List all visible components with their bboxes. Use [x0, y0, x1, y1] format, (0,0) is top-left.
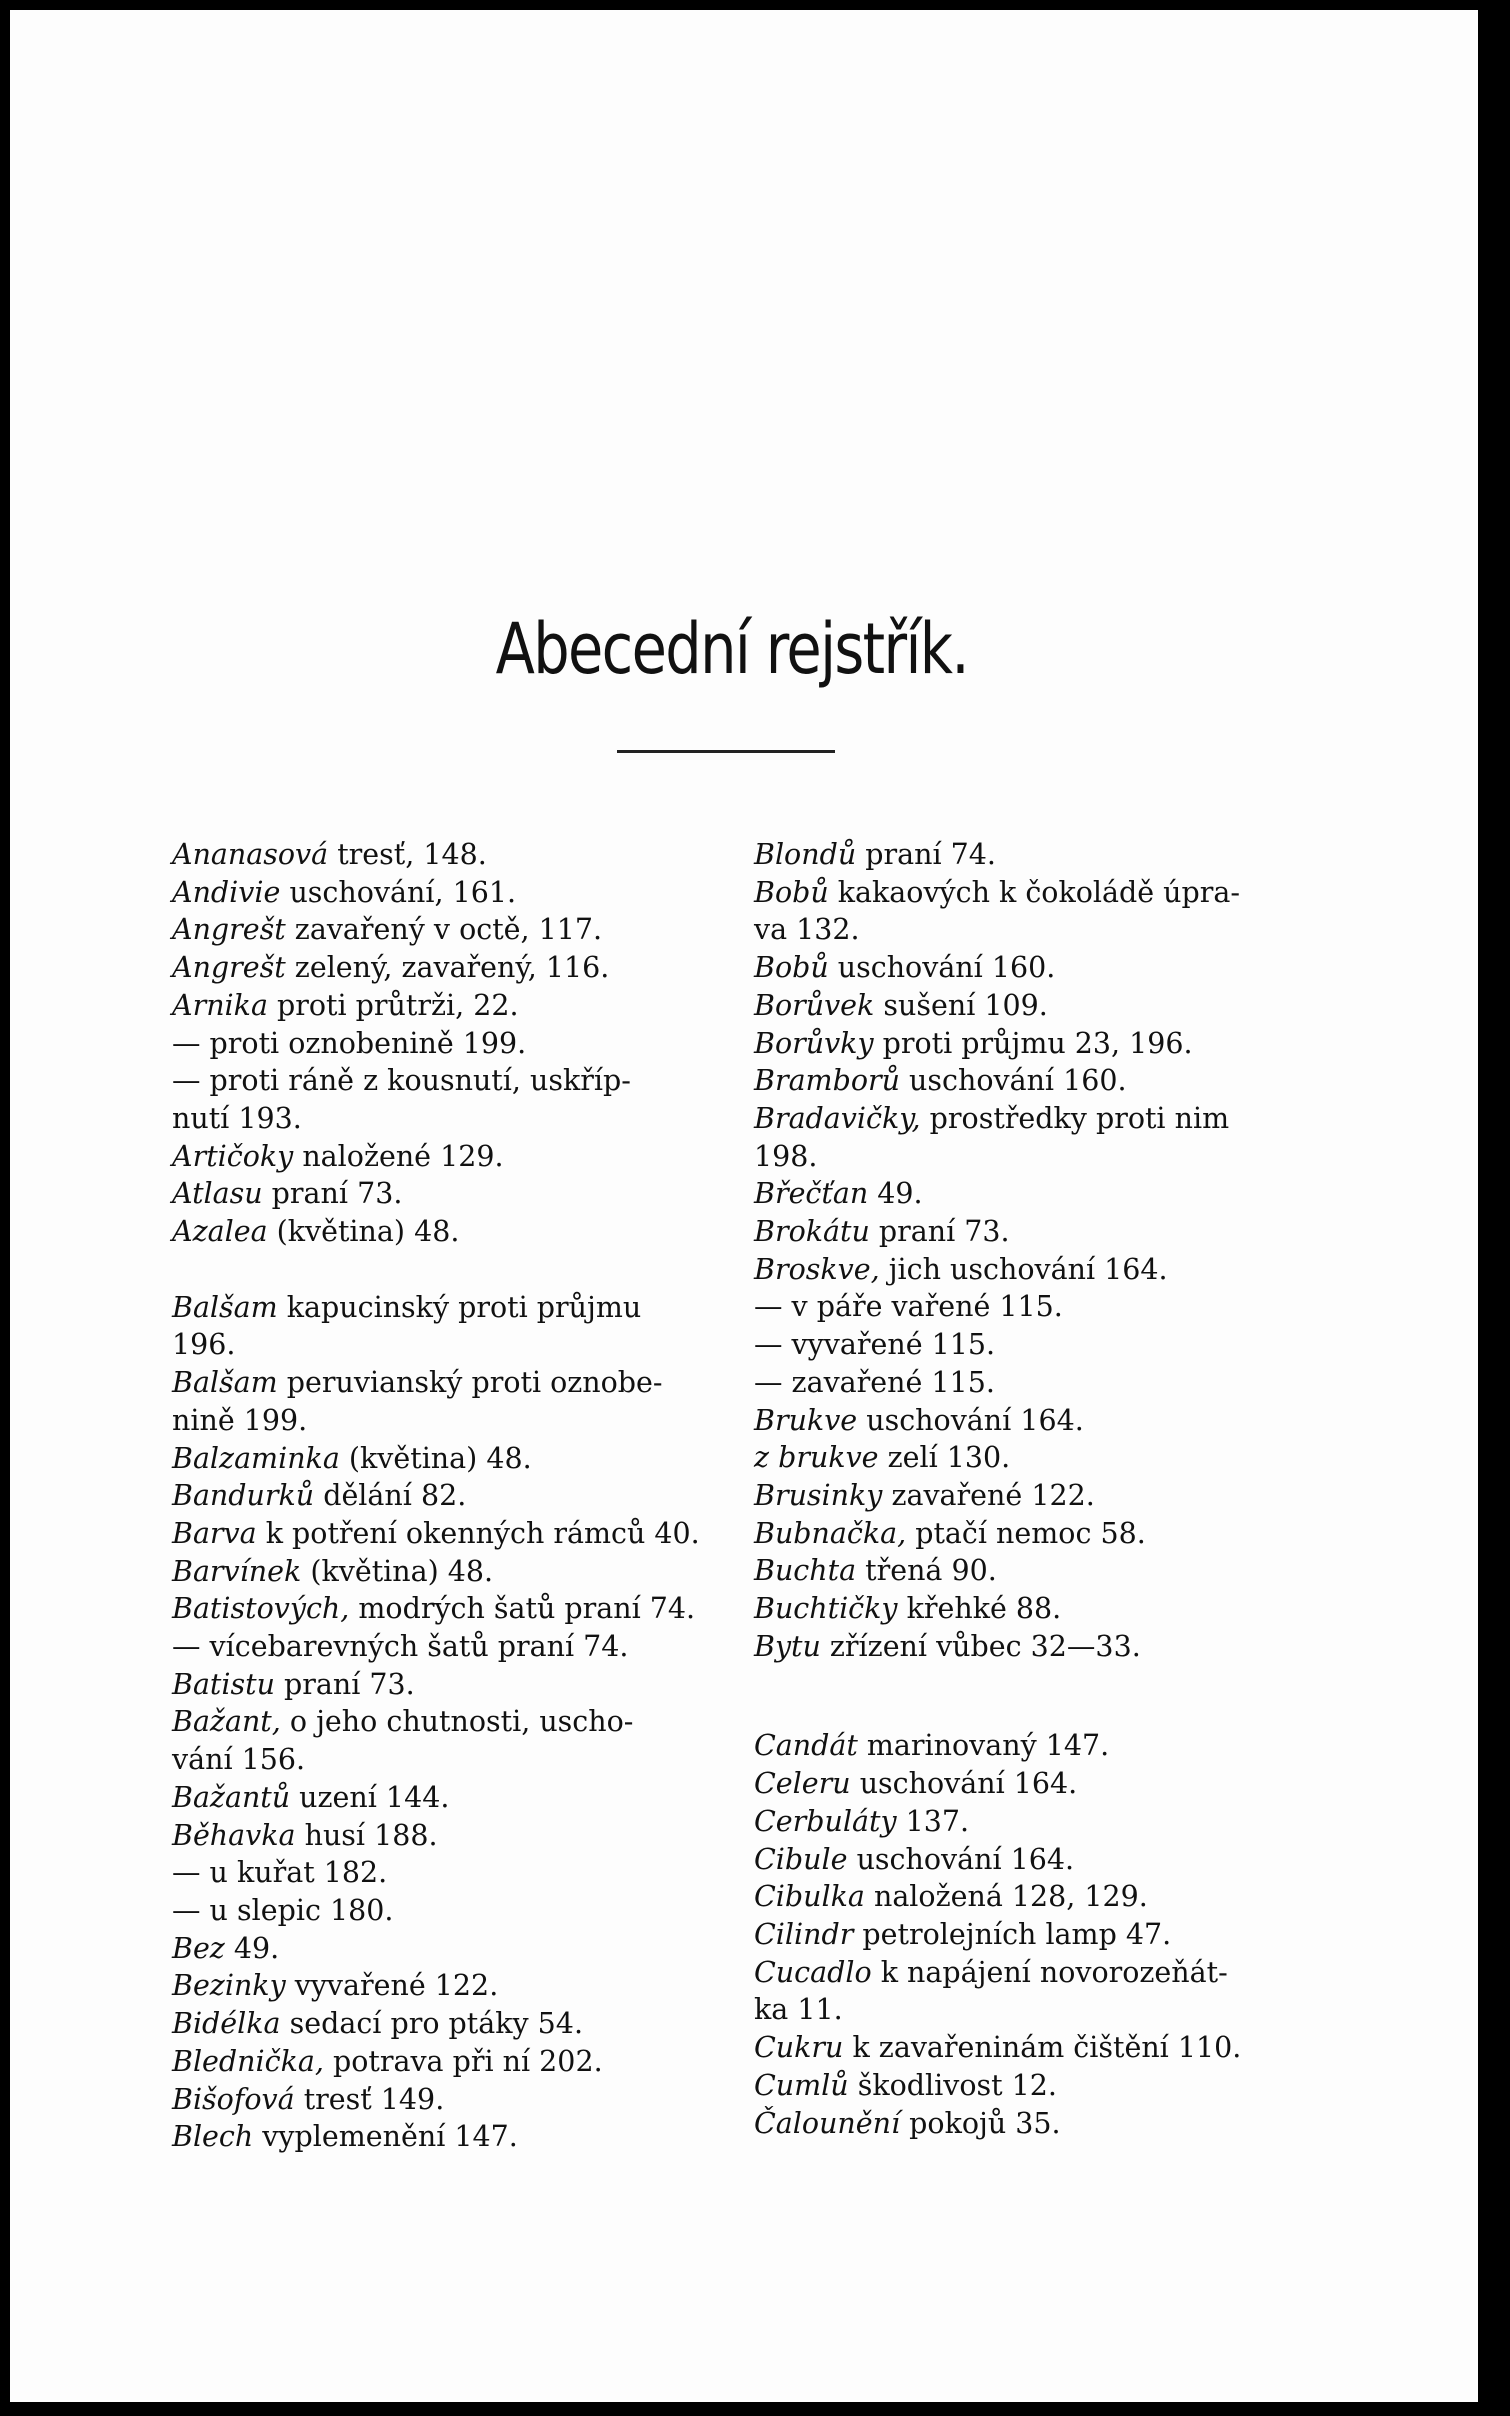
- entry-text: — u slepic 180.: [172, 1893, 394, 1927]
- index-entry: [172, 1666, 732, 1704]
- index-entry: [172, 1364, 732, 1402]
- entry-text: 49.: [868, 1177, 923, 1211]
- index-entry: [172, 1289, 732, 1327]
- index-entry: [172, 1703, 732, 1741]
- entry-text: — v páře vařené 115.: [754, 1290, 1063, 1324]
- entry-headword: z brukve: [754, 1441, 879, 1475]
- entry-text: uschování 164.: [847, 1842, 1075, 1876]
- entry-text: o jeho chutnosti, uscho-: [280, 1705, 634, 1739]
- entry-headword: Běhavka: [172, 1818, 296, 1852]
- index-entry: [172, 1628, 732, 1666]
- index-entry: [754, 2029, 1314, 2067]
- entry-headword: Barva: [172, 1516, 257, 1550]
- entry-headword: Barvínek: [172, 1554, 302, 1588]
- entry-text: 49.: [224, 1931, 280, 1965]
- entry-text: — u kuřat 182.: [172, 1856, 388, 1890]
- entry-headword: Atlasu: [172, 1177, 263, 1211]
- index-entry: [172, 1930, 732, 1968]
- entry-headword: Bytu: [754, 1629, 821, 1663]
- entry-text: praní 74.: [856, 838, 996, 871]
- entry-headword: Artičoky: [172, 1139, 294, 1173]
- entry-text: jich uschování 164.: [879, 1252, 1168, 1286]
- entry-text: modrých šatů praní 74.: [349, 1592, 696, 1626]
- entry-headword: Broskve,: [754, 1252, 880, 1286]
- index-entry: [754, 1916, 1314, 1954]
- entry-text: uschování 164.: [857, 1403, 1084, 1437]
- entry-headword: Batistových,: [172, 1592, 350, 1626]
- entry-text: va 132.: [754, 913, 860, 947]
- index-entry: [172, 1553, 732, 1591]
- index-entry: [754, 1477, 1314, 1515]
- index-entry: [172, 1402, 732, 1440]
- index-entry: [754, 1439, 1314, 1477]
- entry-text: nutí 193.: [172, 1101, 302, 1135]
- entry-text: prostředky proti nim: [920, 1101, 1230, 1135]
- entry-headword: Celeru: [754, 1767, 851, 1801]
- entry-headword: Cerbuláty: [754, 1804, 897, 1838]
- index-entry: [754, 2105, 1314, 2143]
- index-entry: [754, 987, 1314, 1025]
- index-entry: [172, 1175, 732, 1213]
- index-entry: [172, 1854, 732, 1892]
- entry-text: (květina) 48.: [339, 1441, 532, 1475]
- entry-headword: Brusinky: [754, 1478, 883, 1512]
- entry-text: potrava při ní 202.: [323, 2044, 603, 2078]
- entry-text: petrolejních lamp 47.: [853, 1917, 1172, 1951]
- entry-text: praní 73.: [274, 1667, 415, 1701]
- entry-headword: Angrešt: [172, 913, 286, 947]
- index-entry: [754, 911, 1314, 949]
- entry-text: škodlivost 12.: [848, 2068, 1057, 2102]
- entry-headword: Bišofová: [172, 2082, 295, 2116]
- index-entry: [754, 1954, 1314, 1992]
- section-gap: [172, 1251, 732, 1289]
- entry-text: — vyvařené 115.: [754, 1328, 996, 1362]
- entry-text: ptačí nemoc 58.: [906, 1516, 1146, 1550]
- entry-headword: Angrešt: [172, 951, 286, 985]
- index-entry: [754, 1803, 1314, 1841]
- entry-text: třená 90.: [856, 1554, 997, 1588]
- index-entry: [172, 1440, 732, 1478]
- entry-text: 198.: [754, 1139, 818, 1173]
- entry-text: tresť 149.: [294, 2082, 445, 2116]
- section-gap: [754, 1665, 1314, 1727]
- index-entry: [172, 911, 732, 949]
- entry-headword: Brokátu: [754, 1215, 870, 1249]
- entry-headword: Bradavičky,: [754, 1101, 921, 1135]
- index-entry: [754, 1878, 1314, 1916]
- entry-text: sušení 109.: [874, 988, 1048, 1022]
- entry-text: vyvařené 122.: [285, 1969, 499, 2003]
- index-entry: [754, 1841, 1314, 1879]
- entry-headword: Cibulka: [754, 1880, 865, 1914]
- title-rule: [617, 750, 835, 753]
- entry-headword: Andivie: [172, 875, 281, 909]
- entry-text: uschování, 161.: [280, 875, 517, 909]
- index-entry: [172, 1477, 732, 1515]
- index-entry: [172, 1741, 732, 1779]
- entry-headword: Cumlů: [754, 2068, 849, 2102]
- entry-text: kakaových k čokoládě úpra-: [828, 875, 1241, 909]
- entry-headword: Azalea: [172, 1215, 268, 1249]
- index-entry: [754, 1213, 1314, 1251]
- entry-headword: Bažantů: [172, 1780, 291, 1814]
- index-entry: [754, 836, 1314, 874]
- index-entry: [172, 1025, 732, 1063]
- index-column-right: [754, 836, 1314, 2142]
- index-entry: [172, 2081, 732, 2119]
- entry-headword: Buchta: [754, 1554, 857, 1588]
- index-entry: [172, 1892, 732, 1930]
- entry-headword: Cilindr: [754, 1917, 854, 1951]
- entry-headword: Čalounění: [754, 2106, 901, 2140]
- entry-headword: Brukve: [754, 1403, 858, 1437]
- entry-headword: Balšam: [172, 1366, 278, 1400]
- index-entry: [172, 1817, 732, 1855]
- entry-headword: Cibule: [754, 1842, 848, 1876]
- entry-text: zelí 130.: [878, 1441, 1011, 1475]
- entry-text: praní 73.: [262, 1177, 403, 1211]
- entry-text: husí 188.: [295, 1818, 438, 1852]
- index-entry: [754, 1402, 1314, 1440]
- index-entry: [172, 949, 732, 987]
- index-entry: [754, 874, 1314, 912]
- page-title: Abecední rejstřík.: [495, 608, 969, 690]
- entry-text: kapucinský proti průjmu: [277, 1290, 642, 1324]
- index-entry: [172, 987, 732, 1025]
- index-entry: [754, 1062, 1314, 1100]
- index-entry: [172, 836, 732, 874]
- index-entry: [172, 1967, 732, 2005]
- entry-text: sedací pro ptáky 54.: [280, 2007, 583, 2041]
- entry-headword: Bezinky: [172, 1969, 286, 2003]
- entry-text: zavařený v octě, 117.: [285, 913, 603, 947]
- entry-text: — zavařené 115.: [754, 1365, 995, 1399]
- entry-headword: Cukru: [754, 2031, 844, 2065]
- entry-text: tresť, 148.: [328, 838, 487, 871]
- index-entry: [754, 1727, 1314, 1765]
- entry-text: naložená 128, 129.: [864, 1880, 1148, 1914]
- entry-text: — vícebarevných šatů praní 74.: [172, 1630, 629, 1664]
- entry-headword: Borůvky: [754, 1026, 874, 1060]
- entry-text: nině 199.: [172, 1403, 308, 1437]
- index-entry: [172, 1138, 732, 1176]
- index-entry: [172, 1100, 732, 1138]
- entry-headword: Buchtičky: [754, 1592, 898, 1626]
- entry-text: k potření okenných rámců 40.: [256, 1516, 700, 1550]
- entry-text: praní 73.: [869, 1215, 1010, 1249]
- index-entry: [754, 1364, 1314, 1402]
- index-entry: [754, 1515, 1314, 1553]
- entry-headword: Blednička,: [172, 2044, 324, 2078]
- entry-text: k napájení novorozeňát-: [871, 1955, 1228, 1989]
- entry-text: vání 156.: [172, 1743, 306, 1777]
- entry-text: zavařené 122.: [882, 1478, 1095, 1512]
- entry-text: 196.: [172, 1328, 236, 1362]
- entry-headword: Ananasová: [172, 838, 329, 871]
- entry-headword: Balzaminka: [172, 1441, 340, 1475]
- entry-headword: Bobů: [754, 951, 829, 985]
- entry-headword: Arnika: [172, 988, 268, 1022]
- index-entry: [754, 1288, 1314, 1326]
- entry-headword: Balšam: [172, 1290, 278, 1324]
- index-entry: [172, 1326, 732, 1364]
- entry-text: uschování 160.: [828, 951, 1056, 985]
- entry-text: vyplemenění 147.: [253, 2120, 518, 2154]
- entry-text: naložené 129.: [293, 1139, 504, 1173]
- index-entry: [754, 1251, 1314, 1289]
- entry-text: peruvianský proti oznobe-: [277, 1366, 663, 1400]
- entry-headword: Blondů: [754, 838, 857, 871]
- entry-text: — proti oznobenině 199.: [172, 1026, 527, 1060]
- index-entry: [754, 2067, 1314, 2105]
- entry-text: uzení 144.: [290, 1780, 450, 1814]
- entry-headword: Bez: [172, 1931, 225, 1965]
- entry-text: proti průjmu 23, 196.: [873, 1026, 1193, 1060]
- entry-text: křehké 88.: [897, 1592, 1062, 1626]
- index-entry: [172, 1062, 732, 1100]
- index-entry: [172, 1779, 732, 1817]
- entry-headword: Blech: [172, 2120, 254, 2154]
- entry-headword: Batistu: [172, 1667, 275, 1701]
- index-entry: [754, 1138, 1314, 1176]
- entry-text: ka 11.: [754, 1993, 843, 2027]
- entry-headword: Cucadlo: [754, 1955, 872, 1989]
- entry-text: marinovaný 147.: [857, 1729, 1110, 1763]
- index-entry: [172, 874, 732, 912]
- index-entry: [754, 1590, 1314, 1628]
- index-entry: [754, 1326, 1314, 1364]
- index-entry: [754, 1552, 1314, 1590]
- page: [10, 10, 1478, 2402]
- entry-text: dělání 82.: [314, 1479, 467, 1513]
- entry-text: zelený, zavařený, 116.: [285, 951, 610, 985]
- index-entry: [172, 2005, 732, 2043]
- entry-headword: Bobů: [754, 875, 829, 909]
- index-entry: [172, 2118, 732, 2156]
- entry-text: zřízení vůbec 32—33.: [820, 1629, 1141, 1663]
- entry-headword: Bidélka: [172, 2007, 281, 2041]
- entry-headword: Candát: [754, 1729, 858, 1763]
- index-entry: [172, 1515, 732, 1553]
- entry-text: k zavařeninám čištění 110.: [843, 2031, 1242, 2065]
- entry-text: uschování 164.: [850, 1767, 1078, 1801]
- index-entry: [754, 1765, 1314, 1803]
- index-entry: [754, 949, 1314, 987]
- entry-headword: Bažant,: [172, 1705, 281, 1739]
- index-entry: [754, 1628, 1314, 1666]
- index-entry: [754, 1100, 1314, 1138]
- entry-text: — proti ráně z kousnutí, uskříp-: [172, 1064, 631, 1098]
- entry-text: (květina) 48.: [301, 1554, 494, 1588]
- index-entry: [754, 1991, 1314, 2029]
- entry-text: proti průtrži, 22.: [267, 988, 519, 1022]
- entry-text: uschování 160.: [899, 1064, 1127, 1098]
- entry-headword: Bubnačka,: [754, 1516, 907, 1550]
- index-entry: [754, 1175, 1314, 1213]
- index-entry: [172, 1590, 732, 1628]
- entry-headword: Bandurků: [172, 1479, 315, 1513]
- entry-text: 137.: [896, 1804, 970, 1838]
- entry-headword: Bramborů: [754, 1064, 900, 1098]
- index-entry: [172, 1213, 732, 1251]
- entry-text: (květina) 48.: [267, 1215, 460, 1249]
- index-entry: [754, 1025, 1314, 1063]
- entry-headword: Borůvek: [754, 988, 875, 1022]
- index-entry: [172, 2043, 732, 2081]
- index-column-left: [172, 836, 732, 2156]
- entry-text: pokojů 35.: [900, 2106, 1061, 2140]
- entry-headword: Břečťan: [754, 1177, 869, 1211]
